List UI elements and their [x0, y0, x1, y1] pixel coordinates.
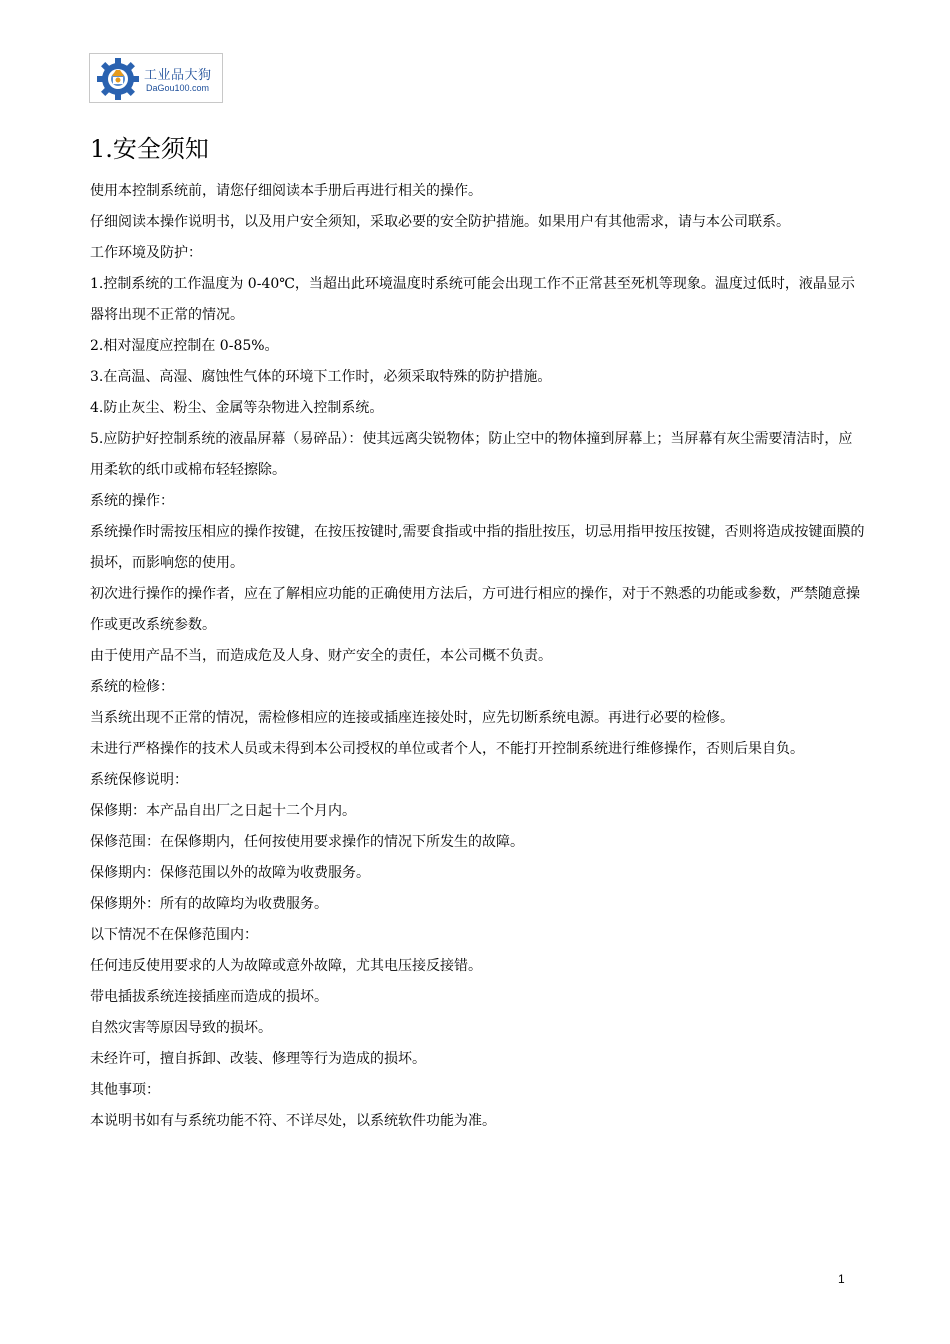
- body-paragraph: 当系统出现不正常的情况，需检修相应的连接或插座连接处时，应先切断系统电源。再进行必要的检修。: [90, 710, 734, 726]
- body-paragraph: 本说明书如有与系统功能不符、不详尽处，以系统软件功能为准。: [90, 1113, 496, 1129]
- body-paragraph: 工作环境及防护：: [90, 245, 202, 261]
- body-paragraph: 3.在高温、高湿、腐蚀性气体的环境下工作时，必须采取特殊的防护措施。: [90, 369, 552, 385]
- body-paragraph: 使用本控制系统前，请您仔细阅读本手册后再进行相关的操作。: [90, 183, 482, 199]
- logo-website: DaGou100.com: [146, 83, 210, 93]
- body-paragraph: 其他事项：: [90, 1082, 160, 1098]
- body-paragraph: 系统保修说明：: [90, 772, 188, 788]
- section-heading: 1.安全须知: [90, 135, 209, 163]
- body-paragraph: 保修期内：保修范围以外的故障为收费服务。: [90, 865, 370, 881]
- body-paragraph: 以下情况不在保修范围内：: [90, 927, 258, 943]
- body-paragraph: 系统的检修：: [90, 679, 174, 695]
- body-paragraph: 5.应防护好控制系统的液晶屏幕（易碎品）：使其远离尖锐物体；防止空中的物体撞到屏幕上；当屏幕有灰尘需要清洁时，应用柔软的纸巾或棉布轻轻擦除。: [90, 431, 853, 478]
- body-paragraph: 初次进行操作的操作者，应在了解相应功能的正确使用方法后，方可进行相应的操作，对于不熟悉的功能或参数，严禁随意操作或更改系统参数。: [90, 586, 860, 633]
- logo-brand-name: 工业品大狗: [144, 68, 212, 83]
- body-paragraph: 保修范围：在保修期内，任何按使用要求操作的情况下所发生的故障。: [90, 834, 524, 850]
- body-paragraph: 带电插拔系统连接插座而造成的损坏。: [90, 989, 328, 1005]
- body-paragraph: 未进行严格操作的技术人员或未得到本公司授权的单位或者个人，不能打开控制系统进行维修操作，否则后果自负。: [90, 741, 804, 757]
- body-paragraph: 保修期外：所有的故障均为收费服务。: [90, 896, 328, 912]
- body-paragraph: 任何违反使用要求的人为故障或意外故障，尤其电压接反接错。: [90, 958, 482, 974]
- gear-logo-icon: [94, 57, 142, 101]
- body-paragraph: 自然灾害等原因导致的损坏。: [90, 1020, 272, 1036]
- body-paragraph: 未经许可，擅自拆卸、改装、修理等行为造成的损坏。: [90, 1051, 426, 1067]
- body-paragraph: 1.控制系统的工作温度为 0-40℃，当超出此环境温度时系统可能会出现工作不正常甚至死机等现象。温度过低时，液晶显示器将出现不正常的情况。: [90, 276, 855, 323]
- body-paragraph: 4.防止灰尘、粉尘、金属等杂物进入控制系统。: [90, 400, 384, 416]
- body-paragraph: 2.相对湿度应控制在 0-85%。: [90, 338, 279, 354]
- page-number: 1: [838, 1272, 845, 1286]
- company-logo: [89, 53, 223, 103]
- body-paragraph: 仔细阅读本操作说明书，以及用户安全须知，采取必要的安全防护措施。如果用户有其他需求，请与本公司联系。: [90, 214, 790, 230]
- body-paragraph: 系统操作时需按压相应的操作按键，在按压按键时,需要食指或中指的指肚按压，切忌用指甲按压按键，否则将造成按键面膜的损坏，而影响您的使用。: [90, 524, 865, 571]
- body-paragraph: 系统的操作：: [90, 493, 174, 509]
- document-body: [90, 176, 865, 1137]
- body-paragraph: 由于使用产品不当，而造成危及人身、财产安全的责任，本公司概不负责。: [90, 648, 552, 664]
- body-paragraph: 保修期：本产品自出厂之日起十二个月内。: [90, 803, 356, 819]
